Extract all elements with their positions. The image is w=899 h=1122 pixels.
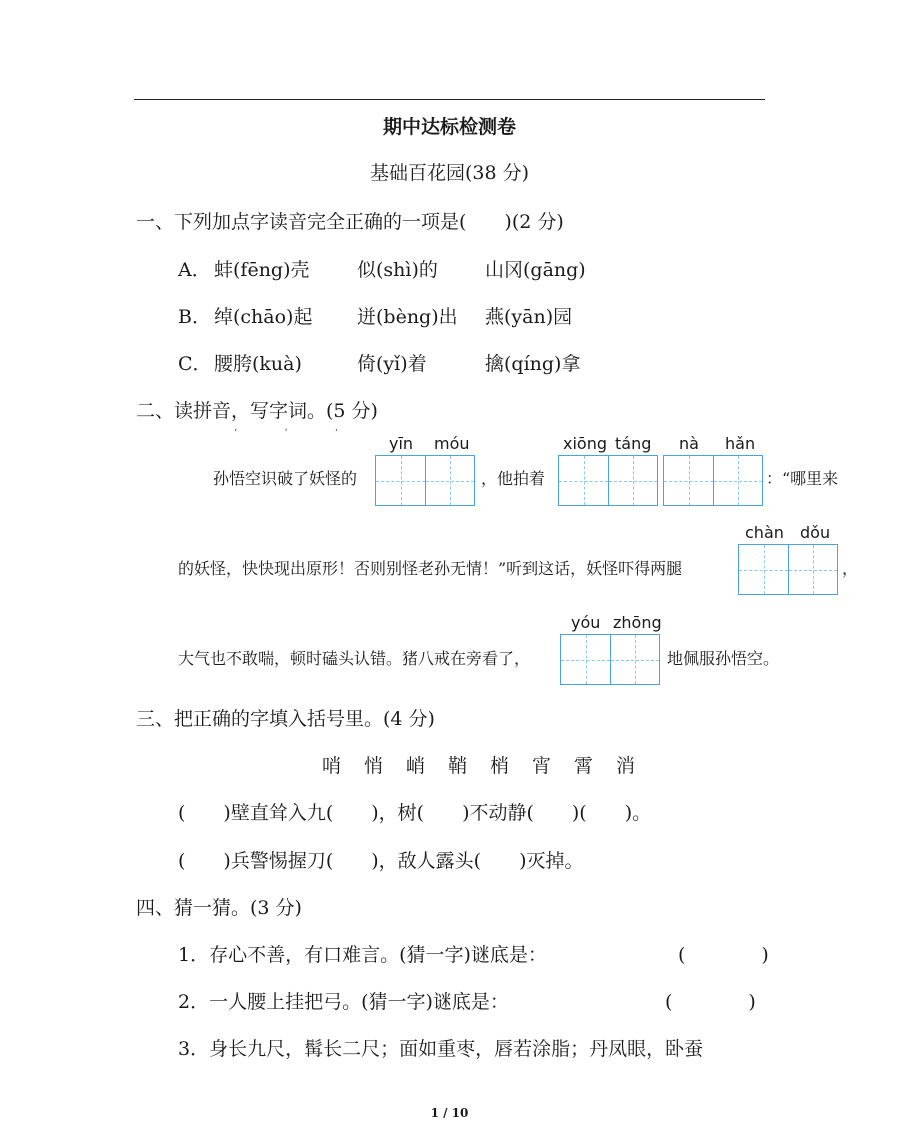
- answer-cell[interactable]: [376, 456, 425, 505]
- q2-text-6: 大气也不敢喘，顿时磕头认错。猪八戒在旁看了，: [178, 649, 531, 668]
- q1-option-a-word2: 似(shì)的: [357, 259, 438, 281]
- q3-line-2: ( )兵警惕握刀( )，敌人露头( )灭掉。: [178, 850, 584, 872]
- q1-option-b-label: B．: [178, 306, 211, 328]
- q3-char-options: 哨 悄 峭 鞘 梢 宵 霄 消: [322, 755, 638, 777]
- q1-option-c-label: C．: [178, 353, 212, 375]
- answer-cell[interactable]: [561, 635, 610, 684]
- pinyin-zhong: zhōng: [613, 613, 662, 632]
- answer-cell[interactable]: [739, 545, 788, 594]
- answer-cell[interactable]: [713, 456, 762, 505]
- scan-dots: ‘ ‘ ‘: [234, 428, 360, 439]
- pinyin-you: yóu: [571, 613, 601, 632]
- answer-cell[interactable]: [559, 456, 608, 505]
- q1-option-b-word2: 迸(bèng)出: [357, 306, 458, 328]
- answer-box-nahan[interactable]: [663, 455, 763, 506]
- q4-stem: 四、猜一猜。(3 分): [136, 897, 302, 919]
- q1-option-a-word3: 山冈(gāng): [485, 259, 586, 281]
- q2-text-7: 地佩服孙悟空。: [667, 649, 780, 668]
- page-number: 1 / 10: [430, 1106, 469, 1120]
- q1-option-c-word1: 腰胯(kuà): [214, 353, 302, 375]
- answer-cell[interactable]: [788, 545, 837, 594]
- q4-item-3: 3．身长九尺，髯长二尺；面如重枣，唇若涂脂；丹凤眼，卧蚕: [178, 1038, 704, 1060]
- q3-line-1: ( )壁直耸入九( )，树( )不动静( )( )。: [178, 802, 652, 824]
- header-rule: [134, 99, 765, 100]
- answer-box-youzhong[interactable]: [560, 634, 660, 685]
- q2-text-4: 的妖怪，快快现出原形！否则别怪老孙无情！”听到这话，妖怪吓得两腿: [178, 559, 683, 578]
- q1-option-c-word3: 擒(qíng)拿: [485, 353, 581, 375]
- section-subtitle: 基础百花园(38 分): [369, 162, 530, 184]
- q1-option-c-word2: 倚(yǐ)着: [357, 353, 427, 375]
- pinyin-xiong: xiōng: [563, 434, 607, 453]
- q1-option-a-label: A．: [178, 259, 211, 281]
- q2-text-3: ：“哪里来: [766, 469, 839, 488]
- pinyin-han: hǎn: [725, 434, 756, 453]
- pinyin-yin: yīn: [389, 434, 414, 453]
- q3-stem: 三、把正确的字填入括号里。(4 分): [136, 708, 435, 730]
- answer-cell[interactable]: [608, 456, 657, 505]
- q2-text-2: ，他拍着: [481, 469, 546, 488]
- page-title: 期中达标检测卷: [382, 116, 516, 138]
- q4-item-1-blank[interactable]: ( ): [678, 944, 769, 966]
- pinyin-chan: chàn: [745, 523, 784, 542]
- pinyin-mou: móu: [434, 434, 470, 453]
- answer-cell[interactable]: [425, 456, 474, 505]
- answer-box-xiongtang[interactable]: [558, 455, 658, 506]
- pinyin-tang: táng: [615, 434, 652, 453]
- q1-option-b-word1: 绰(chāo)起: [214, 306, 313, 328]
- q4-item-1: 1．存心不善，有口难言。(猜一字)谜底是：: [178, 944, 547, 966]
- answer-cell[interactable]: [664, 456, 713, 505]
- answer-box-chandou[interactable]: [738, 544, 838, 595]
- q1-option-b-word3: 燕(yān)园: [485, 306, 573, 328]
- q2-stem: 二、读拼音，写字词。(5 分): [136, 400, 378, 422]
- answer-box-yinmou[interactable]: [375, 455, 475, 506]
- answer-cell[interactable]: [610, 635, 659, 684]
- q4-item-2-blank[interactable]: ( ): [665, 991, 756, 1013]
- q2-text-1: 孙悟空识破了妖怪的: [213, 469, 358, 488]
- pinyin-na: nà: [679, 434, 699, 453]
- q2-text-5: ，: [842, 559, 859, 578]
- q1-option-a-word1: 蚌(fēng)壳: [214, 259, 310, 281]
- q4-item-2: 2．一人腰上挂把弓。(猜一字)谜底是：: [178, 991, 509, 1013]
- pinyin-dou: dǒu: [800, 523, 831, 542]
- q1-stem: 一、下列加点字读音完全正确的一项是( )(2 分): [136, 211, 564, 233]
